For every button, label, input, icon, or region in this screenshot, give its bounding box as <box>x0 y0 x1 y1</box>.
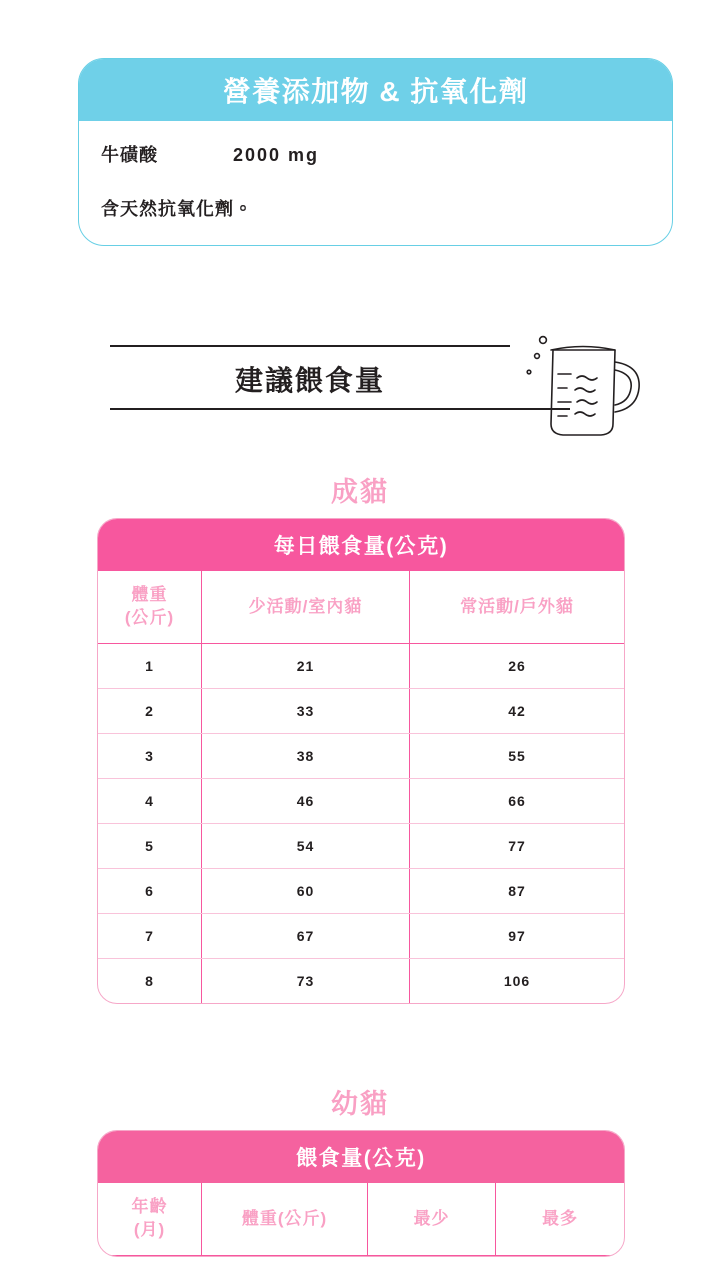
adult-col-header-weight <box>98 571 202 643</box>
kitten-table-column-headers <box>98 1183 624 1256</box>
adult-table-header: 每日餵食量(公克) <box>98 519 624 571</box>
cell-weight: 7 <box>98 914 202 958</box>
cell-weight: 1 <box>98 644 202 688</box>
table-row <box>98 824 624 869</box>
cell-normal-activity: 97 <box>508 928 526 944</box>
kitten-col-header-max: 最多 <box>542 1208 578 1228</box>
cell-low-activity: 73 <box>202 959 410 1003</box>
cell-normal-activity: 26 <box>508 658 526 674</box>
cell-weight: 6 <box>98 869 202 913</box>
nutrition-note: 含天然抗氧化劑。 <box>101 199 253 219</box>
cell-low-activity: 54 <box>202 824 410 868</box>
heading-rule-bottom <box>110 408 570 410</box>
feeding-guide-title: 建議餵食量 <box>234 365 385 396</box>
adult-table-column-headers <box>98 571 624 644</box>
kitten-col-header-age-line2: (月) <box>133 1220 166 1239</box>
adult-feeding-table <box>97 518 625 1004</box>
nutrition-additives-card <box>78 58 673 246</box>
cell-weight: 5 <box>98 824 202 868</box>
table-row <box>98 689 624 734</box>
measuring-cup-icon <box>515 326 655 451</box>
cell-weight: 3 <box>98 734 202 778</box>
cell-weight: 4 <box>98 779 202 823</box>
adult-col-header-weight-line1: 體重 <box>131 585 168 605</box>
table-row <box>98 779 624 824</box>
cell-normal-activity: 66 <box>508 793 526 809</box>
adult-col-header-low-activity: 少活動/室內貓 <box>202 571 410 643</box>
nutrition-row <box>101 141 650 167</box>
adult-col-header-normal-activity: 常活動/戶外貓 <box>460 596 574 616</box>
kitten-section-title: 幼貓 <box>331 1089 389 1119</box>
table-row <box>98 959 624 1003</box>
cell-weight: 8 <box>98 959 202 1003</box>
nutrition-card-title: 營養添加物 & 抗氧化劑 <box>222 76 529 107</box>
kitten-col-header-min: 最少 <box>368 1183 496 1255</box>
cell-normal-activity: 42 <box>508 703 526 719</box>
kitten-feeding-table <box>97 1130 625 1257</box>
nutrition-card-body <box>79 121 672 245</box>
cell-normal-activity: 87 <box>508 883 526 899</box>
cell-normal-activity: 77 <box>508 838 526 854</box>
kitten-col-header-age <box>98 1183 202 1255</box>
cell-low-activity: 67 <box>202 914 410 958</box>
table-row <box>98 644 624 689</box>
cell-low-activity: 38 <box>202 734 410 778</box>
cell-low-activity: 21 <box>202 644 410 688</box>
cell-low-activity: 46 <box>202 779 410 823</box>
nutrition-item-name: 牛磺酸 <box>101 145 158 165</box>
table-row <box>98 914 624 959</box>
nutrition-item-value: 2000 mg <box>233 145 320 165</box>
cell-low-activity: 33 <box>202 689 410 733</box>
cell-weight: 2 <box>98 689 202 733</box>
kitten-table-header: 餵食量(公克) <box>98 1131 624 1183</box>
adult-col-header-weight-line2: (公斤) <box>124 608 175 627</box>
kitten-col-header-weight: 體重(公斤) <box>202 1183 368 1255</box>
heading-rule-top <box>110 345 510 347</box>
feeding-guide-heading <box>0 326 720 446</box>
table-row <box>98 869 624 914</box>
table-row <box>98 734 624 779</box>
nutrition-card-header <box>79 59 672 121</box>
cell-normal-activity: 55 <box>508 748 526 764</box>
kitten-col-header-age-line1: 年齡 <box>131 1197 168 1217</box>
cell-low-activity: 60 <box>202 869 410 913</box>
adult-section-title: 成貓 <box>331 477 389 507</box>
cell-normal-activity: 106 <box>503 973 531 989</box>
